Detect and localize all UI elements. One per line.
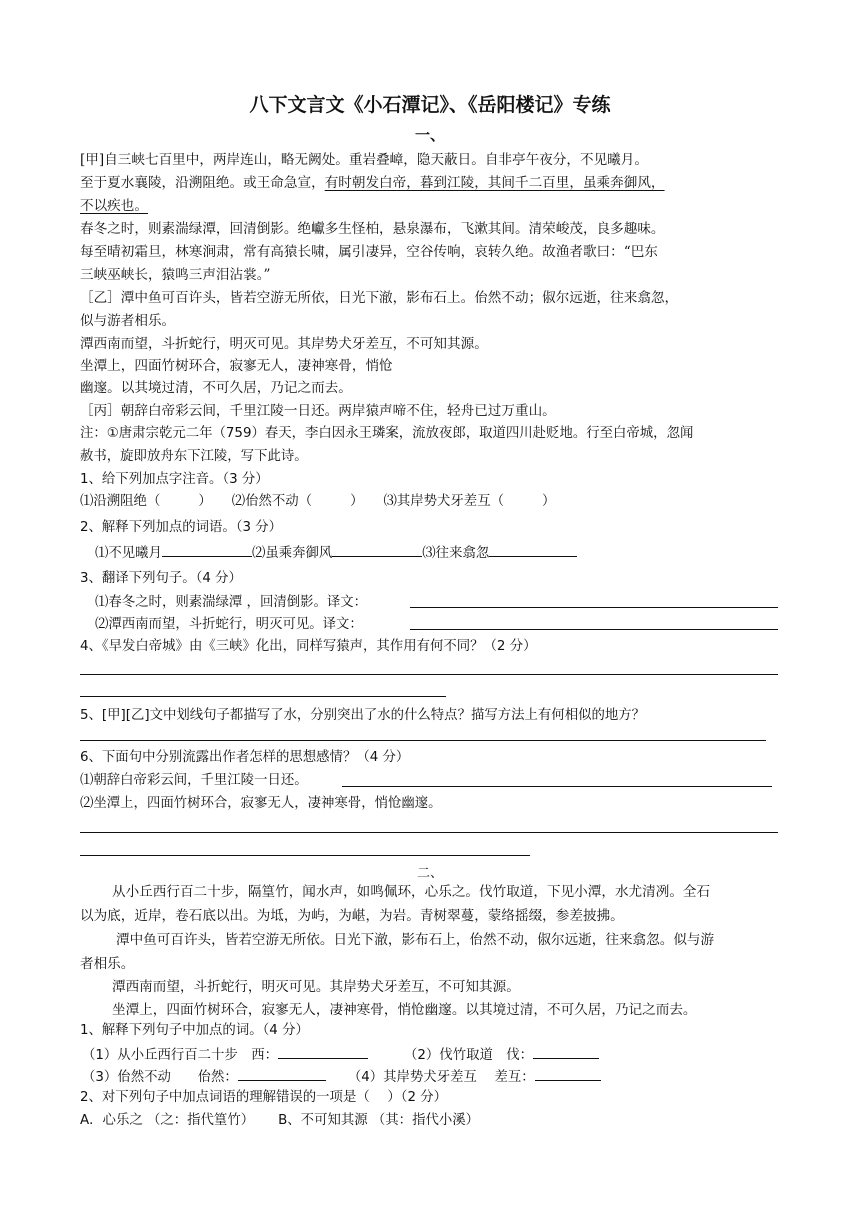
question-3: 3、翻译下列句子。（4 分） [80,571,242,586]
section2-q1-item-3: （3）佁然不动 佁然： [82,1070,238,1085]
q6-answer-line-1[interactable] [342,786,772,787]
note-line-2: 赦书，旋即放舟东下江陵，写下此诗。 [80,449,308,464]
section2-para-3: 潭西南而望，斗折蛇行，明灭可见。其岸势犬牙差互，不可知其源。 [112,979,520,995]
passage-jia-line-6: 三峡巫峡长，猿鸣三声泪沾裳。” [80,267,271,283]
q1-item-1-close: ） [198,494,212,509]
passage-bing-line-1: ［丙］朝辞白帝彩云间，千里江陵一日还。两岸猿声啼不住，轻舟已过万重山。 [80,403,556,419]
question-2: 2、解释下列加点的词语。（3 分） [80,520,283,535]
passage-yi-line-2: 似与游者相乐。 [80,313,176,329]
q6-item-2: ⑵坐潭上，四面竹树环合，寂寥无人，凄神寒骨，悄怆幽邃。 [80,796,442,811]
question-4: 4、《早发白帝城》由《三峡》化出，同样写猿声，其作用有何不同？（2 分） [80,639,537,654]
section2-q2-option-b: B、不可知其源 （其：指代小溪） [278,1113,480,1128]
q3-item-2: ⑵潭西南而望，斗折蛇行，明灭可见。译文： [95,617,363,632]
passage-jia-line-2-plain: 至于夏水襄陵，沿溯阻绝。或王命急宣， [80,175,325,191]
section2-q1-item-1: （1）从小丘西行百二十步 西： [82,1048,278,1063]
q6-answer-line-2[interactable] [80,832,778,833]
q2-item-2: ⑵虽乘奔御风 [251,546,333,561]
section2-para-2-line-2: 者相乐。 [80,956,135,972]
section2-question-2: 2、对下列句子中加点词语的理解错误的一项是（ ）（2 分） [80,1090,448,1105]
section2-q2-option-a: A．心乐之 （之：指代篁竹） [80,1113,255,1128]
page-title: 八下文言文《小石潭记》、《岳阳楼记》专练 [249,94,611,116]
section2-q2-options [80,1111,479,1131]
passage-jia-line-5: 每至晴初霜旦，林寒涧肃，常有高猿长啸，属引凄异，空谷传响，哀转久绝。故渔者歌曰：“巴东 [80,244,658,260]
passage-jia-line-1: [甲]自三峡七百里中，两岸连山，略无阙处。重岩叠嶂，隐天蔽日。自非亭午夜分，不见曦月。 [80,152,648,168]
q2-item-3: ⑶往来翕忽 [422,546,490,561]
question-5: 5、[甲][乙]文中划线句子都描写了水，分别突出了水的什么特点？描写方法上有何相似的地方？ [80,708,646,723]
q2-item-1: ⑴不见曦月 [95,546,162,561]
q1-item-2: ⑵佁然不动（ [231,494,313,509]
question-1-items [80,492,555,512]
section2-q1-blank-4[interactable] [535,1066,601,1081]
q2-answer-blank-3[interactable] [489,542,577,557]
section2-para-1-line-1: 从小丘西行百二十步，隔篁竹，闻水声，如鸣佩环，心乐之。伐竹取道，下见小潭，水尤清冽。全石 [112,884,711,900]
section2-para-2-line-1: 潭中鱼可百许头，皆若空游无所依。日光下澈，影布石上，佁然不动，俶尔远逝，往来翕忽。似与游 [116,932,715,948]
question-2-items [95,542,577,564]
q1-item-3: ⑶其岸势犬牙差互（ [383,494,504,509]
q4-answer-line-1[interactable] [80,674,778,675]
q1-item-1: ⑴沿溯阻绝（ [80,494,161,509]
passage-jia-line-3 [80,196,148,216]
q3-answer-line-2[interactable] [410,629,778,630]
section-1-heading: 一、 [414,126,445,144]
passage-jia-line-2 [80,173,665,193]
passage-jia-underlined-b: 不以疾也。 [80,198,148,214]
question-6: 6、下面句中分别流露出作者怎样的思想感情？（4 分） [80,750,410,765]
passage-yi-line-1: ［乙］潭中鱼可百许头，皆若空游无所依，日光下澈，影布石上。佁然不动；俶尔远逝，往来翕忽， [80,290,679,306]
section2-para-4: 坐潭上，四面竹树环合，寂寥无人，凄神寒骨，悄怆幽邃。以其境过清，不可久居，乃记之而去。 [112,1002,697,1018]
section2-question-1: 1、解释下列句子中加点的词。（4 分） [80,1023,309,1038]
q3-item-1: ⑴春冬之时，则素湍绿潭 ，回清倒影。译文： [95,595,368,610]
q1-item-2-close: ） [350,494,364,509]
q6-item-1: ⑴朝辞白帝彩云间，千里江陵一日还。 [80,773,308,788]
q2-answer-blank-2[interactable] [332,542,422,557]
section2-q1-row-2 [82,1066,601,1088]
q3-answer-line-1[interactable] [410,607,778,608]
section2-q1-item-4: （4）其岸势犬牙差互 差互： [347,1070,535,1085]
passage-yi-line-4: 坐潭上，四面竹树环合，寂寥无人，凄神寒骨，悄怆 [80,358,393,374]
passage-yi-line-3: 潭西南而望，斗折蛇行，明灭可见。其岸势犬牙差互，不可知其源。 [80,336,488,352]
section2-q1-item-2: （2）伐竹取道 伐： [404,1048,534,1063]
section-2-heading: 二、 [416,866,443,881]
note-line-1: 注：①唐肃宗乾元二年（759）春天，李白因永王璘案，流放夜郎，取道四川赴贬地。行至白帝城，忽闻 [80,426,694,441]
q2-answer-blank-1[interactable] [162,542,252,557]
q5-answer-line[interactable] [80,740,766,741]
passage-jia-line-4: 春冬之时，则素湍绿潭，回清倒影。绝巘多生怪柏，悬泉瀑布，飞漱其间。清荣峻茂，良多趣味。 [80,221,665,237]
q1-item-3-close: ） [541,494,556,509]
question-1: 1、给下列加点字注音。（3 分） [80,472,269,487]
section2-q1-blank-3[interactable] [238,1066,326,1081]
section2-q1-blank-1[interactable] [278,1044,368,1059]
section2-q1-row-1 [82,1044,599,1066]
q6-answer-line-3[interactable] [80,855,530,856]
section2-q1-blank-2[interactable] [533,1044,599,1059]
q4-answer-line-2[interactable] [80,696,446,697]
passage-jia-underlined-a: 有时朝发白帝，暮到江陵，其间千二百里，虽乘奔御风， [324,175,665,191]
section2-para-1-line-2: 以为底，近岸，卷石底以出。为坻，为屿，为嵁，为岩。青树翠蔓，蒙络摇缀，参差披拂。 [80,908,624,924]
passage-yi-line-5: 幽邃。以其境过清，不可久居，乃记之而去。 [80,380,352,396]
